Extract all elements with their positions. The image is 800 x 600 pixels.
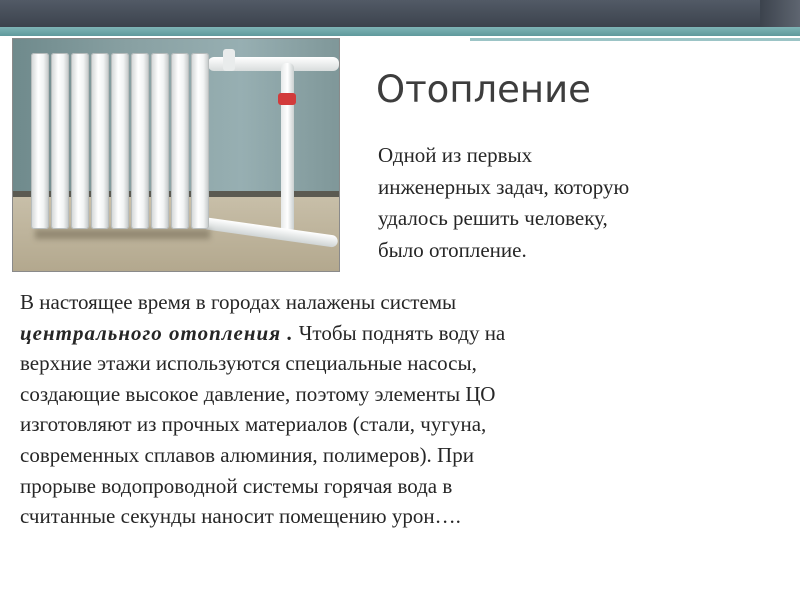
body-line: современных сплавов алюминия, полимеров). При <box>20 442 474 467</box>
accent-thin-stripe <box>470 38 800 41</box>
radiator-shadow <box>35 229 210 239</box>
top-decor-bar <box>0 0 800 27</box>
valve-icon <box>278 93 296 105</box>
emphasis-term: центрального отопления . <box>20 320 294 345</box>
body-line: верхние этажи используются специальные насосы, <box>20 351 477 376</box>
body-line: изготовляют из прочных материалов (стали, чугуна, <box>20 412 487 437</box>
radiator-fin <box>111 53 129 229</box>
body-line: прорыве водопроводной системы горячая вода в <box>20 473 453 498</box>
radiator-fin <box>191 53 209 229</box>
radiator <box>31 53 209 229</box>
body-line-rest: Чтобы поднять воду на <box>293 320 506 345</box>
radiator-fin <box>131 53 149 229</box>
body-line <box>20 318 780 349</box>
intro-line: инженерных задач, которую <box>378 174 630 199</box>
intro-text <box>378 140 778 266</box>
body-line: считанные секунды наносит помещению урон…. <box>20 504 461 529</box>
radiator-fin <box>151 53 169 229</box>
valve-fitting <box>223 49 235 71</box>
radiator-fin <box>71 53 89 229</box>
radiator-fin <box>171 53 189 229</box>
body-line: В настоящее время в городах налажены системы <box>20 290 457 314</box>
heating-pipe-riser <box>281 63 294 233</box>
radiator-fin <box>51 53 69 229</box>
radiator-fin <box>31 53 49 229</box>
slide-title: Отопление <box>376 68 591 111</box>
intro-line: удалось решить человеку, <box>378 206 608 230</box>
body-text <box>20 287 780 532</box>
intro-line: было отопление. <box>378 237 527 262</box>
radiator-fin <box>91 53 109 229</box>
body-line: создающие высокое давление, поэтому элементы ЦО <box>20 381 496 406</box>
intro-line: Одной из первых <box>378 143 533 167</box>
accent-stripe <box>0 27 800 36</box>
radiator-photo <box>12 38 340 272</box>
